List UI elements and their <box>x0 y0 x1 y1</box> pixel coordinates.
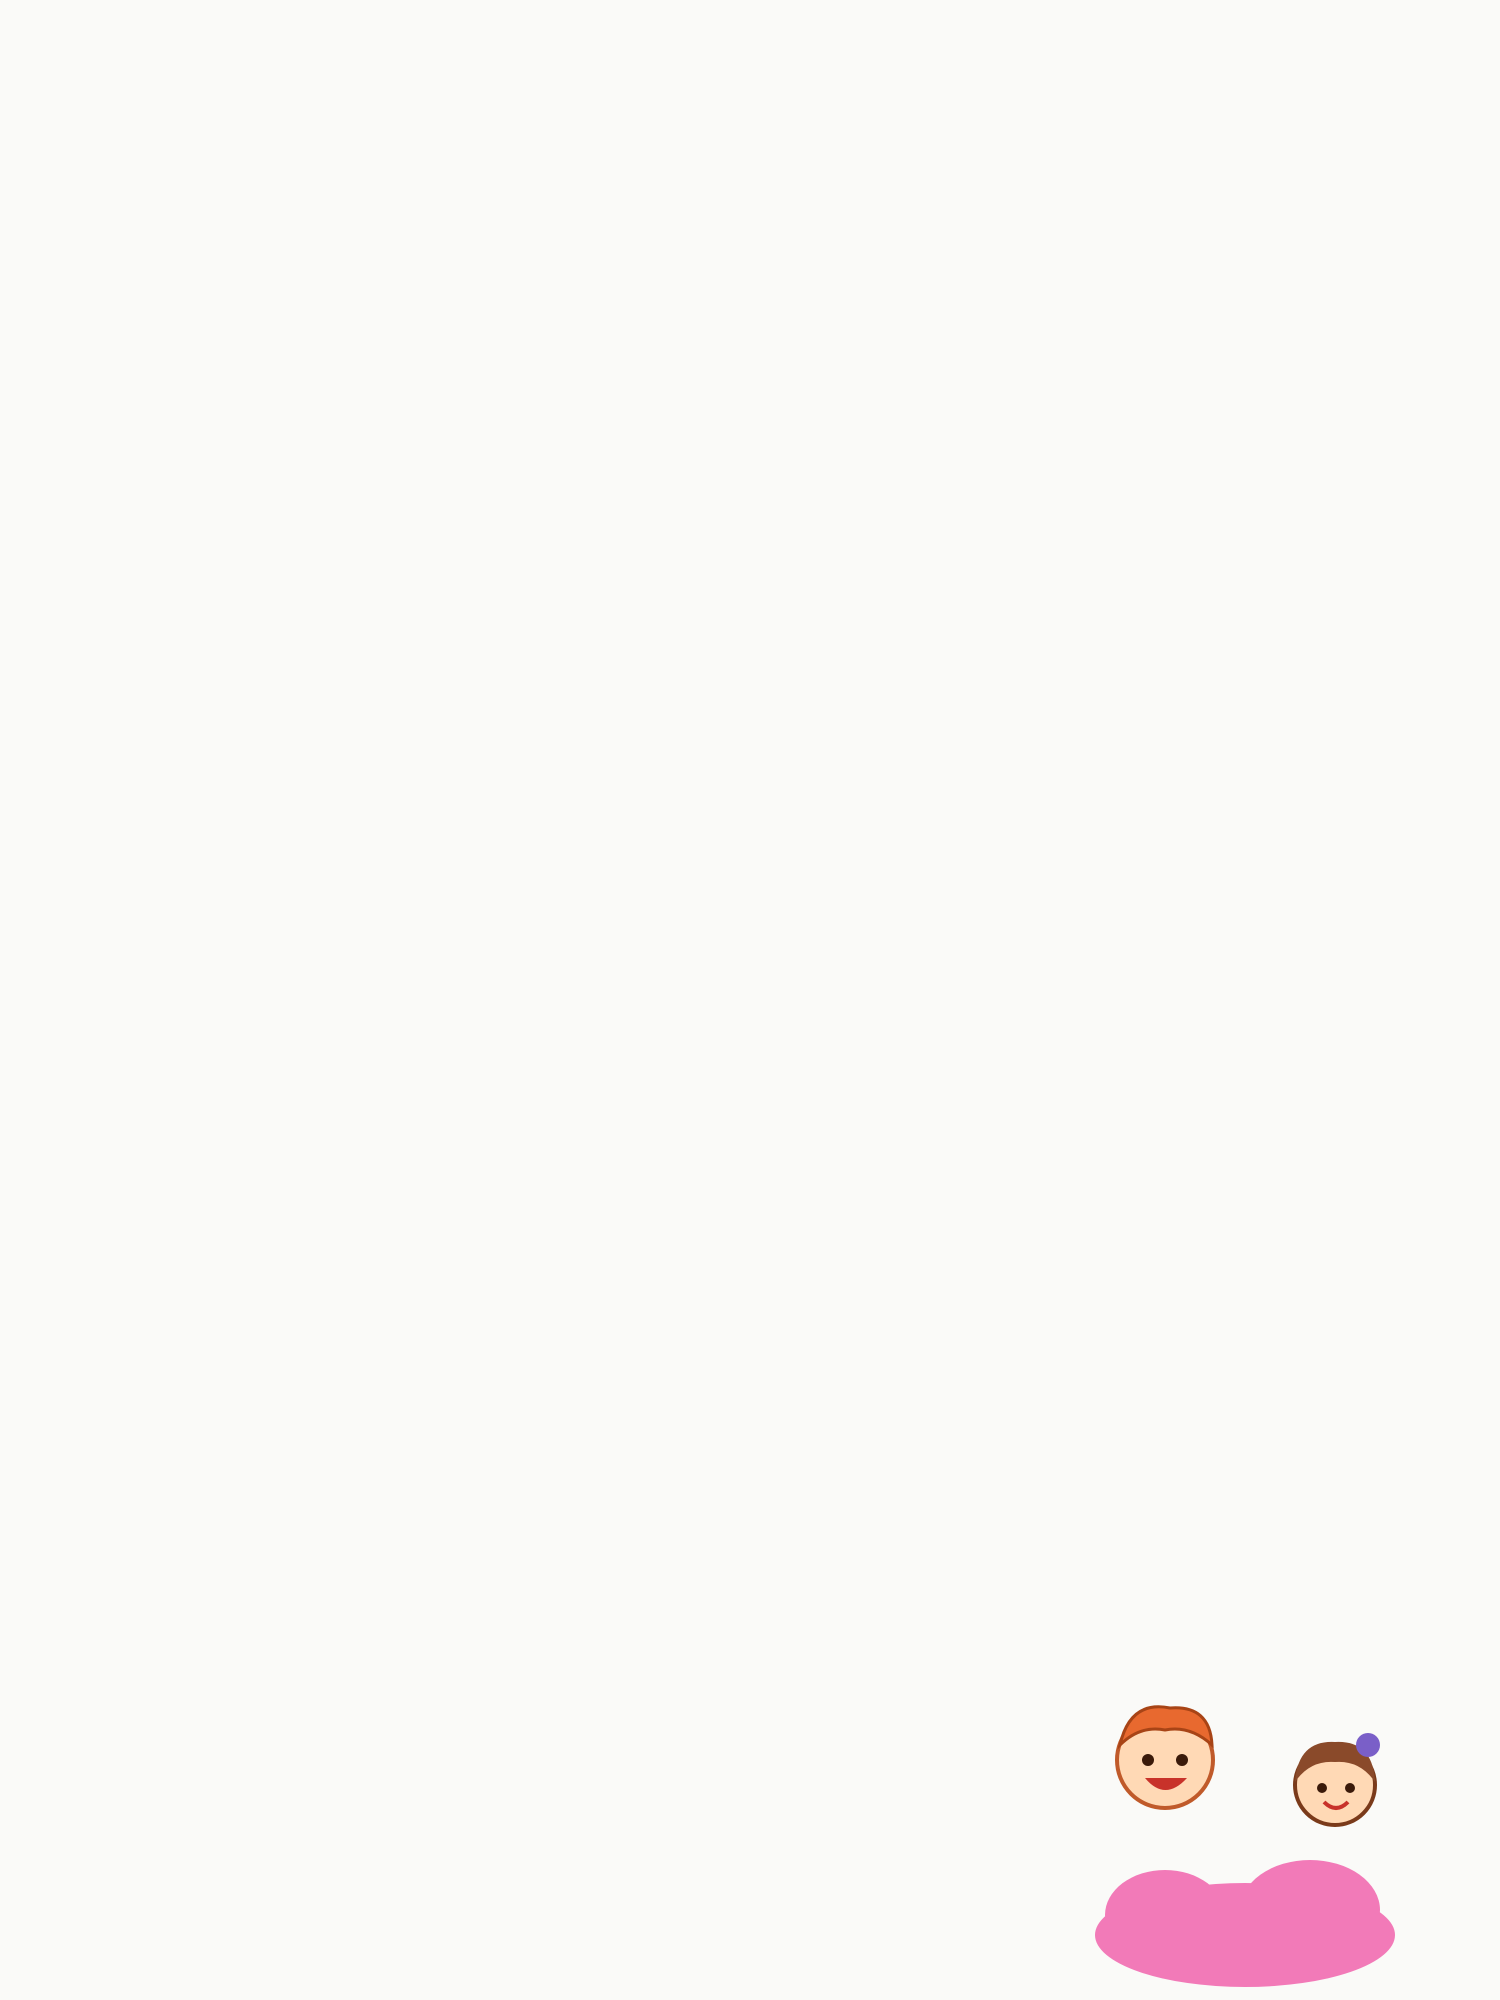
capsu-kids-logo <box>1070 1690 1400 1990</box>
kids-mascot-icon <box>1095 1707 1395 1987</box>
activities-document <box>187 185 1317 277</box>
